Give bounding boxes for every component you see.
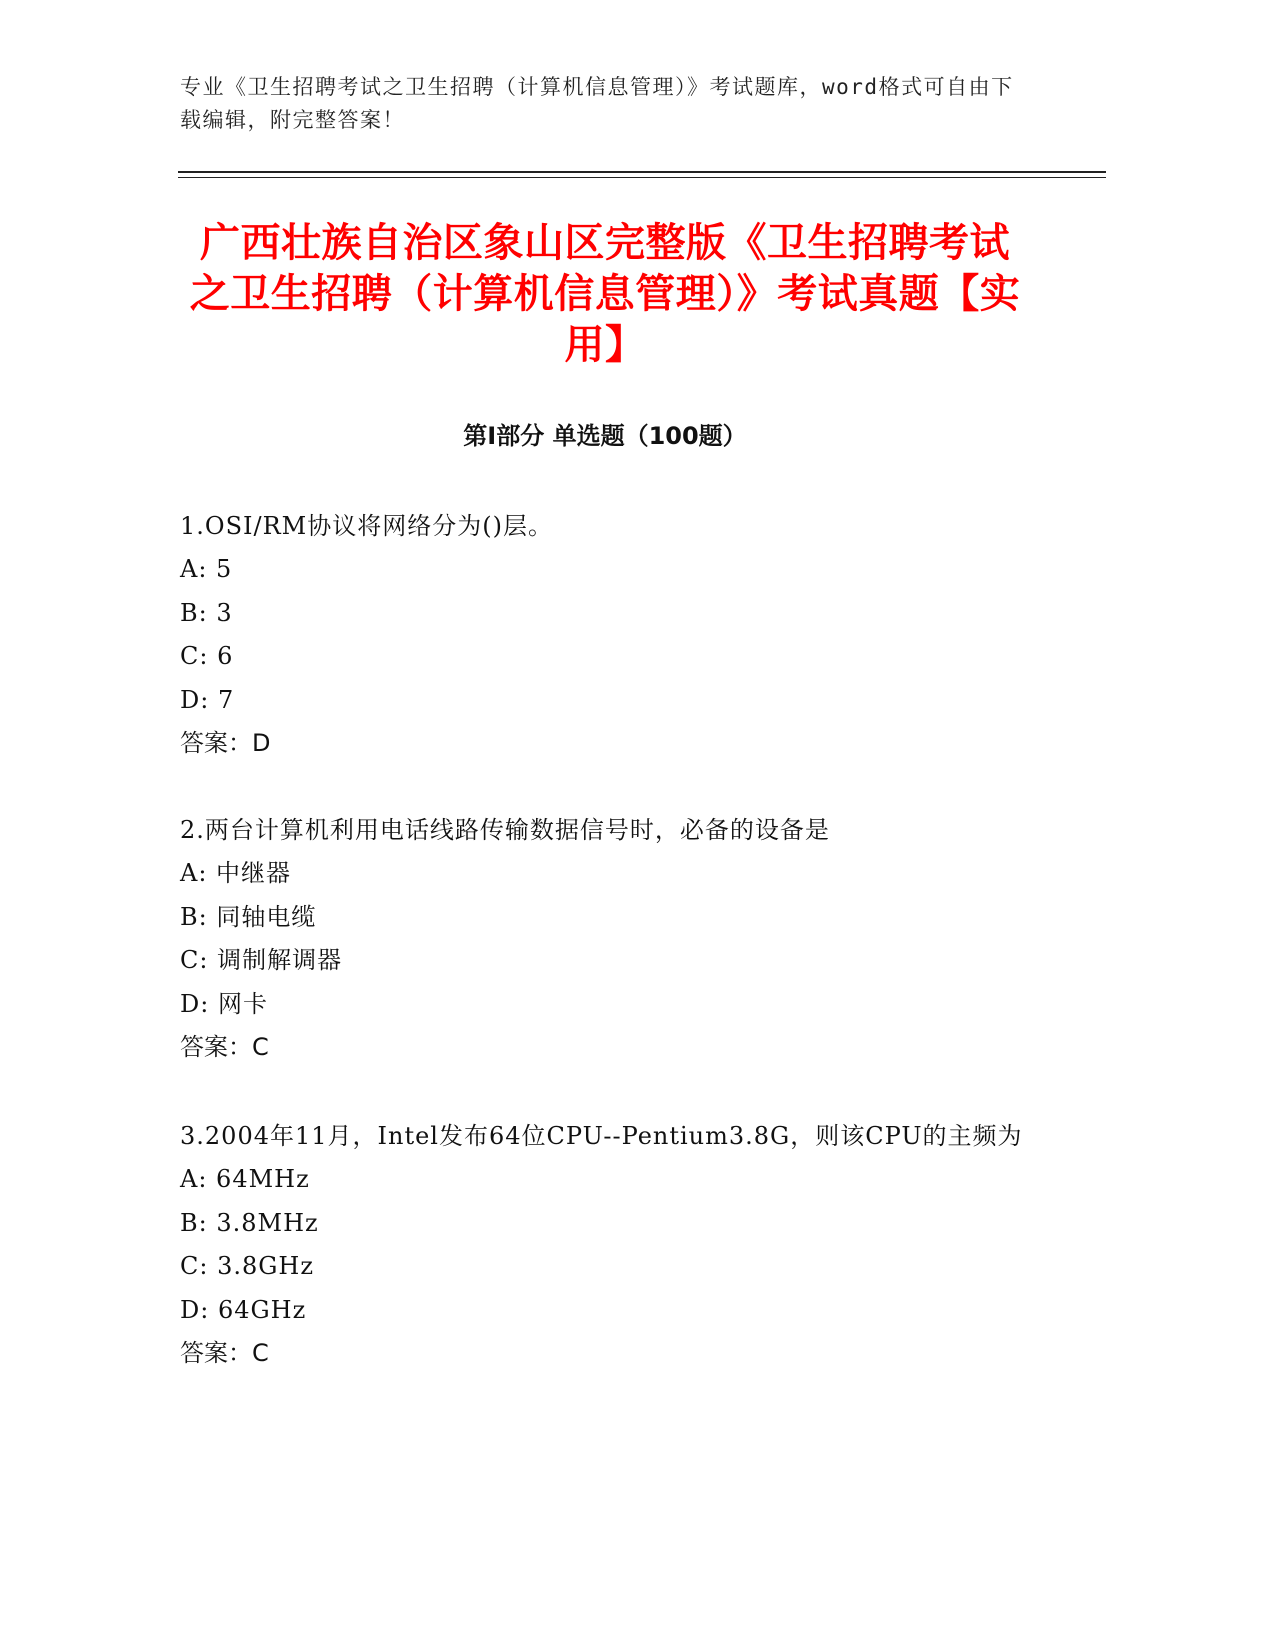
header-note: 专业《卫生招聘考试之卫生招聘（计算机信息管理）》考试题库，word格式可自由下载编辑，附完整答案！ [180, 75, 1014, 132]
answer-line: 答案：C [180, 1339, 269, 1367]
option-d: D: 7 [180, 685, 235, 714]
option-b: B: 同轴电缆 [180, 902, 317, 931]
question-stem: 3.2004年11月，Intel发布64位CPU--Pentium3.8G，则该CPU的主频为 [180, 1122, 1023, 1150]
option-a: A: 5 [180, 555, 233, 583]
option-d: D: 网卡 [180, 989, 268, 1018]
question-2 [180, 808, 1040, 1070]
option-b: B: 3 [180, 598, 233, 627]
option-a: A: 64MHz [180, 1165, 310, 1193]
question-stem: 1.OSI/RM协议将网络分为()层。 [180, 512, 553, 540]
question-3 [180, 1114, 1040, 1376]
section-heading: 第Ⅰ部分 单选题（100题） [463, 422, 747, 450]
question-1 [180, 504, 1040, 766]
header-divider-thick [178, 171, 1106, 173]
option-c: C: 3.8GHz [180, 1252, 314, 1280]
option-d: D: 64GHz [180, 1295, 307, 1324]
document-title: 广西壮族自治区象山区完整版《卫生招聘考试之卫生招聘（计算机信息管理）》考试真题【实用】 [189, 220, 1021, 368]
option-b: B: 3.8MHz [180, 1208, 319, 1237]
question-stem: 2.两台计算机利用电话线路传输数据信号时，必备的设备是 [180, 816, 830, 844]
option-c: C: 6 [180, 642, 234, 670]
answer-line: 答案：C [180, 1033, 269, 1061]
option-c: C: 调制解调器 [180, 946, 343, 974]
answer-line: 答案：D [180, 729, 271, 757]
header-divider-thin [178, 177, 1106, 178]
option-a: A: 中继器 [180, 859, 292, 887]
